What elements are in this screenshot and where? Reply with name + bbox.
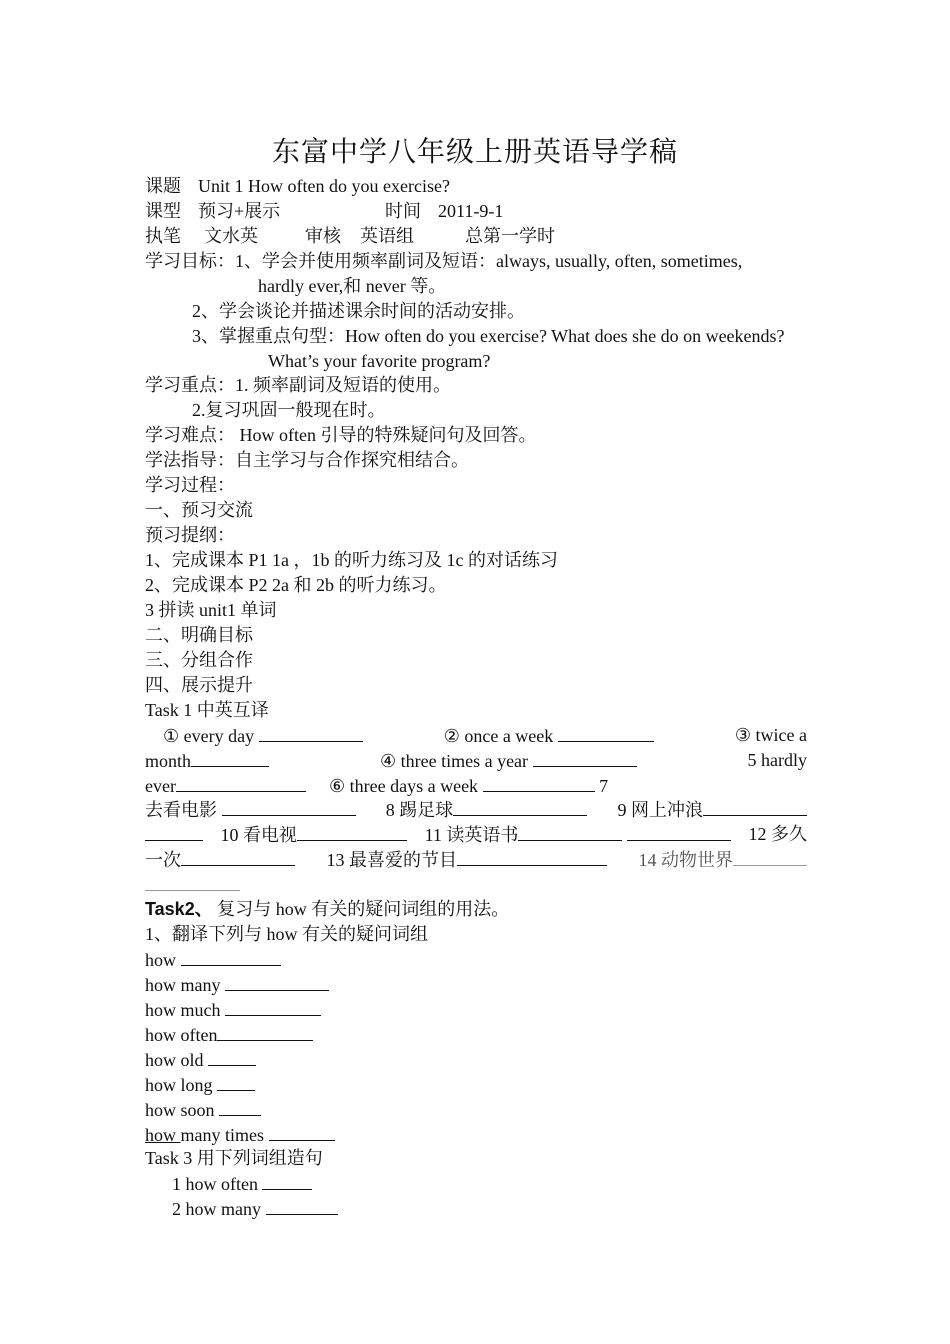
- goal-3b: What’s your favorite program?: [268, 351, 491, 371]
- task3-item-1-label: 1 how often: [172, 1174, 258, 1194]
- answer-blank[interactable]: [262, 1171, 312, 1190]
- goal-1b: hardly ever,和 never 等。: [258, 276, 447, 296]
- task1-item-12b: 一次: [145, 850, 181, 870]
- how-item: [145, 1072, 255, 1097]
- outline-item-2: 2、完成课本 P2 2a 和 2b 的听力练习。: [145, 575, 447, 595]
- answer-blank[interactable]: [558, 723, 654, 742]
- staff-line: [145, 224, 555, 248]
- outline-item-3: 3 拼读 unit1 单词: [145, 600, 277, 620]
- answer-blank[interactable]: [453, 797, 587, 816]
- task2-subtitle: 1、翻译下列与 how 有关的疑问词组: [145, 924, 428, 944]
- writer-value: 文水英: [204, 226, 258, 246]
- how-item-label: how much: [145, 1000, 221, 1020]
- task1-item-5b: ever: [145, 776, 176, 796]
- topic-line: [145, 174, 450, 198]
- time-value: 2011-9-1: [438, 201, 504, 221]
- key-points-label: 学习重点：: [145, 375, 235, 395]
- task2-title-rest: 复习与 how 有关的疑问词组的用法。: [212, 899, 510, 919]
- goals-line-1: [145, 249, 742, 273]
- answer-blank[interactable]: [181, 947, 281, 966]
- how-item: [145, 972, 329, 997]
- how-item-label: how long: [145, 1075, 213, 1095]
- time-line: [385, 199, 503, 223]
- task1-item-6: ⑥ three days a week: [328, 776, 479, 796]
- goals-label: 学习目标：: [145, 251, 235, 271]
- answer-blank[interactable]: [225, 972, 329, 991]
- answer-blank[interactable]: [259, 723, 363, 742]
- key-points-line: [145, 373, 451, 397]
- how-item: [145, 1122, 335, 1147]
- how-item: [145, 1022, 313, 1047]
- section-4-heading: 四、展示提升: [145, 675, 253, 695]
- answer-blank[interactable]: [269, 1122, 335, 1141]
- answer-blank[interactable]: [518, 822, 622, 841]
- how-item: [145, 947, 281, 972]
- answer-blank[interactable]: [181, 847, 295, 866]
- key-point-2: 2.复习巩固一般现在时。: [192, 400, 386, 420]
- answer-blank[interactable]: [703, 797, 807, 816]
- type-line: [145, 199, 280, 223]
- how-item: [145, 1097, 261, 1122]
- answer-blank[interactable]: [297, 822, 407, 841]
- task1-item-2: ② once a week: [443, 726, 554, 746]
- goal-3a: 3、掌握重点句型：How often do you exercise? What does she do on weekends?: [192, 326, 785, 346]
- type-label: 课型: [145, 201, 181, 221]
- answer-blank[interactable]: [483, 773, 595, 792]
- writer-label: 执笔: [145, 226, 181, 246]
- task1-item-3b: month: [145, 751, 192, 771]
- answer-blank[interactable]: [533, 748, 637, 767]
- answer-blank[interactable]: [222, 797, 356, 816]
- task1-row-2: [145, 748, 807, 773]
- section-1-heading: 一、预习交流: [145, 500, 253, 520]
- section-2-heading: 二、明确目标: [145, 625, 253, 645]
- section-3-heading: 三、分组合作: [145, 650, 253, 670]
- answer-blank[interactable]: [176, 773, 306, 792]
- how-item: [145, 1047, 256, 1072]
- how-item-label: many times: [180, 1125, 264, 1145]
- task1-item-7-number: 7: [599, 776, 609, 796]
- answer-blank[interactable]: [208, 1047, 256, 1066]
- how-item-label: how: [145, 950, 176, 970]
- task1-item-5a: 5 hardly: [747, 750, 807, 770]
- answer-blank[interactable]: [191, 748, 269, 767]
- task2-title-bold: Task2、: [145, 899, 213, 919]
- review-value: 英语组: [360, 226, 414, 246]
- difficulty-line: 学习难点： How often 引导的特殊疑问句及回答。: [145, 425, 537, 445]
- page-title: 东富中学八年级上册英语导学稿: [271, 135, 678, 168]
- task1-item-10: 10 看电视: [220, 825, 298, 845]
- topic-value: Unit 1 How often do you exercise?: [198, 176, 450, 196]
- how-item-label: how many: [145, 975, 221, 995]
- task1-item-11: 11 读英语书: [424, 825, 519, 845]
- task1-item-13: 13 最喜爱的节目: [326, 850, 457, 870]
- goal-2: 2、学会谈论并描述课余时间的活动安排。: [192, 301, 525, 321]
- task1-row-1: [145, 723, 807, 748]
- answer-blank[interactable]: [225, 997, 321, 1016]
- time-label: 时间: [385, 201, 421, 221]
- outline-heading: 预习提纲：: [145, 525, 235, 545]
- task1-item-12a: 12 多久: [748, 824, 807, 844]
- method-line: 学法指导：自主学习与合作探究相结合。: [145, 450, 469, 470]
- task1-row-5: [145, 822, 807, 847]
- task2-title: [145, 897, 509, 921]
- task1-title: Task 1 中英互译: [145, 700, 269, 720]
- answer-blank[interactable]: [145, 872, 240, 891]
- task1-row-3: [145, 773, 608, 798]
- task3-title: Task 3 用下列词组造句: [145, 1148, 323, 1168]
- outline-item-1: 1、完成课本 P1 1a ，1b 的听力练习及 1c 的对话练习: [145, 550, 558, 570]
- answer-blank[interactable]: [219, 1097, 261, 1116]
- task3-item-1: [172, 1171, 312, 1196]
- answer-blank[interactable]: [457, 847, 607, 866]
- task1-row-7: [145, 872, 240, 897]
- task1-item-3a: ③ twice a: [734, 725, 807, 745]
- key-point-1: 1. 频率副词及短语的使用。: [235, 375, 451, 395]
- goal-1a: 1、学会并使用频率副词及短语：always, usually, often, sometimes,: [235, 251, 743, 271]
- task1-row-4: [145, 797, 807, 822]
- answer-blank[interactable]: [733, 847, 807, 866]
- answer-blank[interactable]: [217, 1022, 313, 1041]
- answer-blank[interactable]: [145, 822, 203, 841]
- task1-item-4: ④ three times a year: [379, 751, 529, 771]
- topic-label: 课题: [145, 176, 181, 196]
- task1-item-7: 去看电影: [145, 800, 217, 820]
- task1-item-14: 14 动物世界: [638, 850, 733, 870]
- task1-row-6: [145, 847, 807, 872]
- answer-blank[interactable]: [627, 822, 731, 841]
- task1-item-1: ① every day: [163, 726, 255, 746]
- task1-item-8: 8 踢足球: [385, 800, 454, 820]
- type-value: 预习+展示: [198, 201, 281, 221]
- task3-item-2-label: 2 how many: [172, 1199, 261, 1219]
- how-item-label: how old: [145, 1050, 204, 1070]
- how-item-label: how often: [145, 1025, 218, 1045]
- answer-blank[interactable]: [217, 1072, 255, 1091]
- process-heading: 学习过程：: [145, 475, 235, 495]
- task3-item-2: [172, 1196, 338, 1221]
- how-item-label: how soon: [145, 1100, 215, 1120]
- task1-item-9: 9 网上冲浪: [617, 800, 703, 820]
- how-item-underlined: how: [145, 1125, 181, 1145]
- answer-blank[interactable]: [266, 1196, 338, 1215]
- review-label: 审核: [305, 226, 341, 246]
- how-item: [145, 997, 321, 1022]
- period-text: 总第一学时: [465, 226, 555, 246]
